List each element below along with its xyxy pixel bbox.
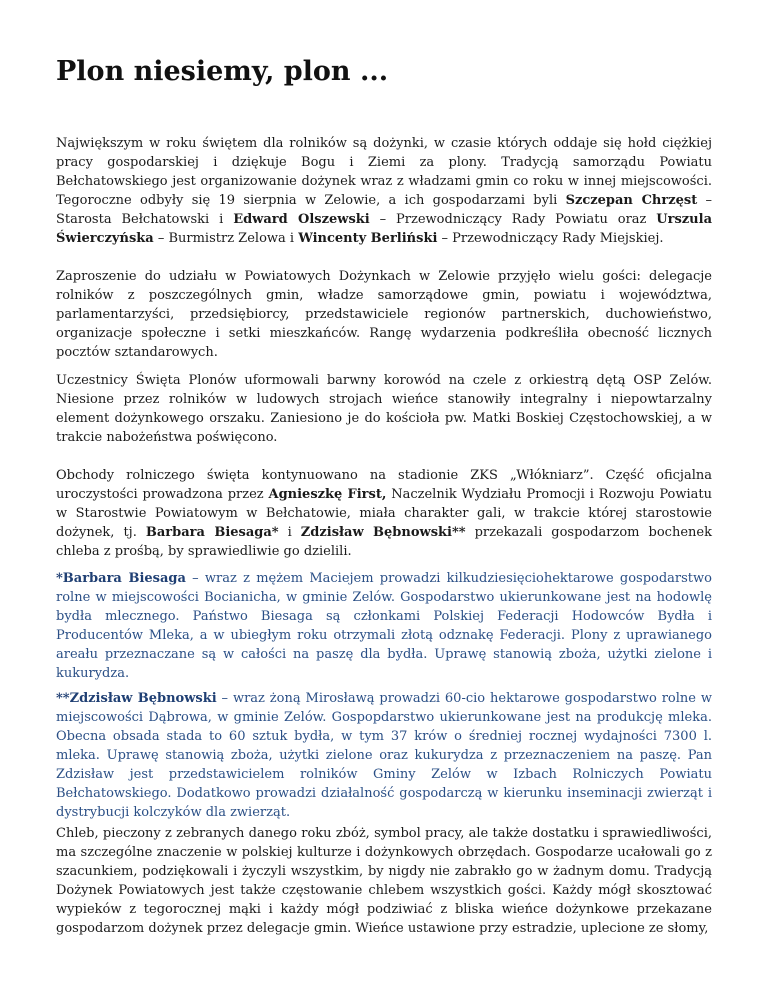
person-name: Barbara Biesaga* [145, 525, 279, 540]
text-span: i [278, 525, 301, 540]
text-span: – Przewodniczący Rady Powiatu oraz [369, 212, 657, 227]
footnote-biesaga [56, 569, 712, 683]
person-name: Wincenty Berliński [298, 231, 438, 246]
text-span: – Przewodniczący Rady Miejskiej. [437, 231, 664, 246]
intro-paragraph [56, 134, 712, 248]
footnote-text: – wraz żoną Mirosławą prowadzi 60-cio hektarowe gospodarstwo rolne w miejscowości Dąbrowa, w gminie Zelów. Gospopdarstwo ukierunkowane jest na produkcję mleka. Obecna obsada stada to 60 sztuk bydła, w tym 37 krów o średniej rocznej wydajności 7300 l. mleka. Uprawę stanowią zboża, użytki zielone oraz kukurydza z przeznaczeniem na paszę. Pan Zdzisław jest przedstawicielem rolników Gminy Zelów w Izbach Rolniczych Powiatu Bełchatowskiego. Dodatkowo prowadzi działalność gospodarczą w kierunku inseminacji zwierząt i dystrybucji kolczyków dla zwierząt. [56, 691, 712, 820]
person-name: Szczepan Chrzęst [565, 193, 698, 208]
text-span: Obchody rolniczego święta kontynuowano na stadionie ZKS „Włókniarz”. Część oficjalna uroczystości prowadzona przez [56, 468, 712, 502]
footnote-name: **Zdzisław Bębnowski [56, 691, 217, 706]
bread-paragraph: Chleb, pieczony z zebranych danego roku zbóż, symbol pracy, ale także dostatku i sprawiedliwości, ma szczególne znaczenie w polskiej kulturze i dożynkowych obrzędach. Gospodarze ucałowali go z szacunkiem, podziękowali i życzyli wszystkim, by nigdy nie zabrakło go w żadnym domu. Tradycją Dożynek Powiatowych jest także częstowanie chlebem wszystkich gości. Każdy mógł skosztować wypieków z tegorocznej mąki i każdy mógł podziwiać z bliska wieńce dożynkowe przekazane gospodarzom dożynek przez delegacje gmin. Wieńce ustawione przy estradzie, uplecione ze słomy, [56, 826, 712, 936]
procession-paragraph: Uczestnicy Święta Plonów uformowali barwny korowód na czele z orkiestrą dętą OSP Zelów. Niesione przez rolników w ludowych strojach wieńce stanowiły integralny i niepowtarzalny element dożynkowego orszaku. Zaniesiono je do kościoła pw. Matki Boskiej Częstochowskiej, a w trakcie nabożeństwa poświęcono. [56, 373, 712, 445]
ceremony-paragraph [56, 466, 712, 561]
footnote-name: *Barbara Biesaga [56, 571, 186, 586]
text-span: Największym w roku świętem dla rolników są dożynki, w czasie których oddaje się hołd ciężkiej pracy gospodarskiej i dziękuje Bogu i Ziemi za plony. Tradycją samorządu Powiatu Bełchatowskiego jest organizowanie dożynek wraz z władzami gmin co roku w innej miejscowości. Tegoroczne odbyły się 19 sierpnia w Zelowie, a ich gospodarzami byli [56, 136, 712, 208]
text-span: – Starosta Bełchatowski i [56, 193, 712, 227]
person-name: Agnieszkę First, [268, 487, 387, 502]
person-name: Urszula Świerczyńska [56, 212, 712, 246]
footnote-bebnowski [56, 689, 712, 822]
text-span: przekazali gospodarzom bochenek chleba z prośbą, by sprawiedliwie go dzielili. [56, 525, 712, 559]
page-title: Plon niesiemy, plon ... [56, 56, 389, 87]
person-name: Zdzisław Bębnowski** [300, 525, 466, 540]
text-span: – Burmistrz Zelowa i [153, 231, 299, 246]
person-name: Edward Olszewski [233, 212, 370, 227]
guests-paragraph: Zaproszenie do udziału w Powiatowych Dożynkach w Zelowie przyjęło wielu gości: delegacje rolników z poszczególnych gmin, władze samorządowe gmin, powiatu i województwa, parlamentarzyści, przedsiębiorcy, przedstawiciele regionów partnerskich, duchowieństwo, organizacje społeczne i setki mieszkańców. Rangę wydarzenia podkreśliła obecność licznych pocztów sztandarowych. [56, 269, 712, 360]
text-span: Naczelnik Wydziału Promocji i Rozwoju Powiatu w Starostwie Powiatowym w Bełchatowie, miała charakter gali, w trakcie której starostowie dożynek, tj. [56, 487, 712, 540]
footnote-text: – wraz z mężem Maciejem prowadzi kilkudziesięciohektarowe gospodarstwo rolne w miejscowości Bocianicha, w gminie Zelów. Gospodarstwo ukierunkowane jest na hodowlę bydła mlecznego. Państwo Biesaga są członkami Polskiej Federacji Hodowców Bydła i Producentów Mleka, a w ubiegłym roku otrzymali złotą odznakę Federacji. Plony z uprawianego areału przeznaczane są w całości na paszę dla bydła. Uprawę stanowią zboża, użytki zielone i kukurydza. [56, 571, 712, 681]
